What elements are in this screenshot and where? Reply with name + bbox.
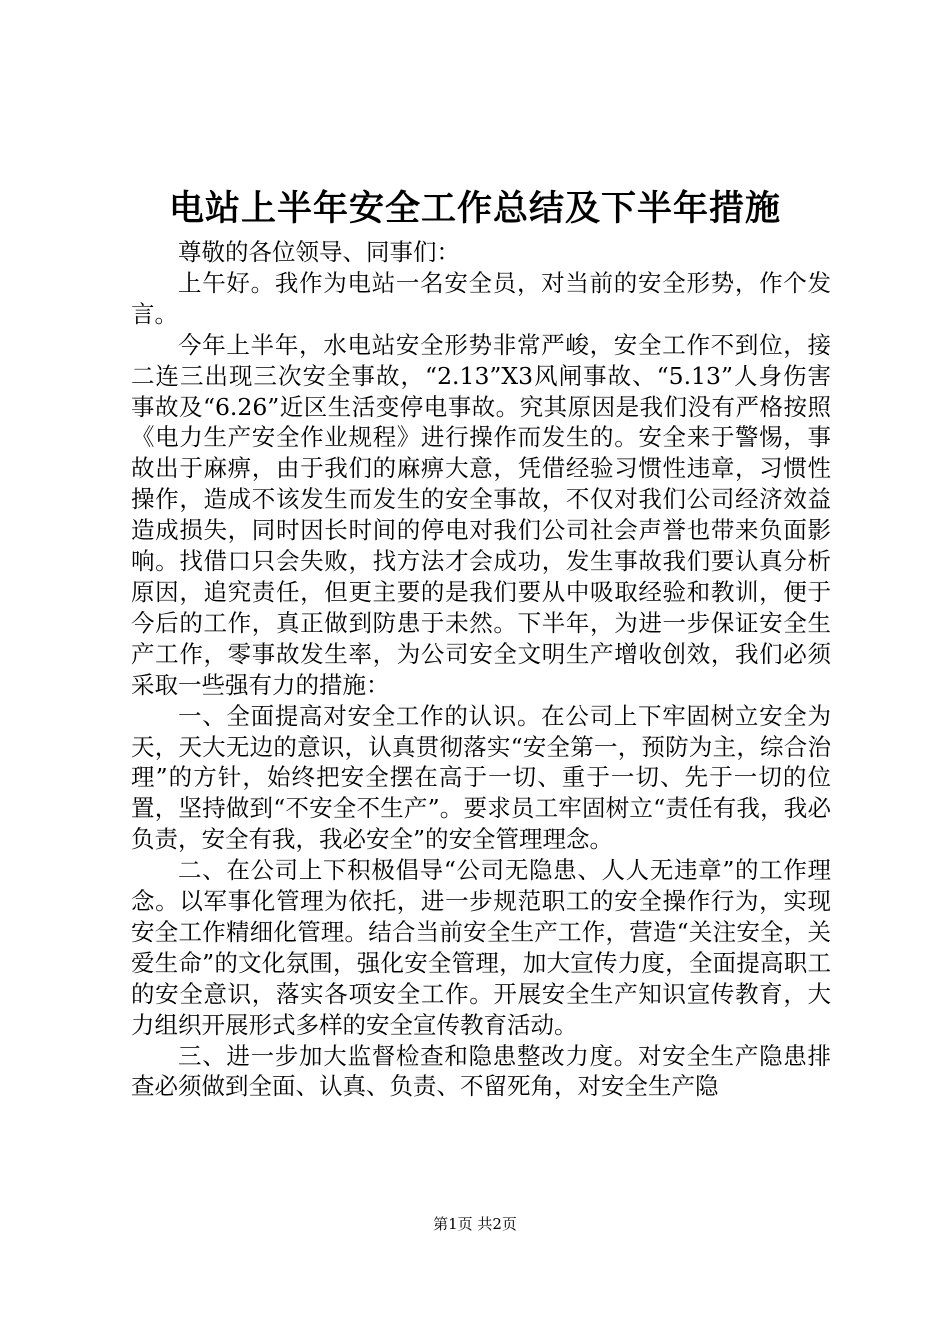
measure-three-paragraph: 三、进一步加大监督检查和隐患整改力度。对安全生产隐患排查必须做到全面、认真、负责、不留死角，对安全生产隐 bbox=[131, 1041, 831, 1101]
measure-two-paragraph: 二、在公司上下积极倡导“公司无隐患、人人无违章”的工作理念。以军事化管理为依托，进一步规范职工的安全操作行为，实现安全工作精细化管理。结合当前安全生产工作，营造“关注安全，关爱生命”的文化氛围，强化安全管理，加大宣传力度，全面提高职工的安全意识，落实各项安全工作。开展安全生产知识宣传教育，大力组织开展形式多样的安全宣传教育活动。 bbox=[131, 856, 831, 1039]
salutation-paragraph: 尊敬的各位领导、同事们： bbox=[178, 238, 460, 266]
page-number-footer: 第1页 共2页 bbox=[433, 1215, 517, 1233]
document-body bbox=[131, 237, 831, 1102]
summary-paragraph: 今年上半年，水电站安全形势非常严峻，安全工作不到位，接二连三出现三次安全事故，“2.13”X3风闸事故、“5.13”人身伤害事故及“6.26”近区生活变停电事故。究其原因是我们没有严格按照《电力生产安全作业规程》进行操作而发生的。安全来于警惕，事故出于麻痹，由于我们的麻痹大意，凭借经验习惯性违章，习惯性操作，造成不该发生而发生的安全事故，不仅对我们公司经济效益造成损失，同时因长时间的停电对我们公司社会声誉也带来负面影响。找借口只会失败，找方法才会成功，发生事故我们要认真分析原因，追究责任，但更主要的是我们要从中吸取经验和教训，便于今后的工作，真正做到防患于未然。下半年，为进一步保证安全生产工作，零事故发生率，为公司安全文明生产增收创效，我们必须采取一些强有力的措施： bbox=[131, 330, 831, 699]
document-title: 电站上半年安全工作总结及下半年措施 bbox=[168, 188, 781, 229]
greeting-paragraph: 上午好。我作为电站一名安全员，对当前的安全形势，作个发言。 bbox=[131, 268, 831, 328]
measure-one-paragraph: 一、全面提高对安全工作的认识。在公司上下牢固树立安全为天，天大无边的意识，认真贯彻落实“安全第一，预防为主，综合治理”的方针，始终把安全摆在高于一切、重于一切、先于一切的位置，坚持做到“不安全不生产”。要求员工牢固树立“责任有我，我必负责，安全有我，我必安全”的安全管理理念。 bbox=[131, 701, 831, 854]
